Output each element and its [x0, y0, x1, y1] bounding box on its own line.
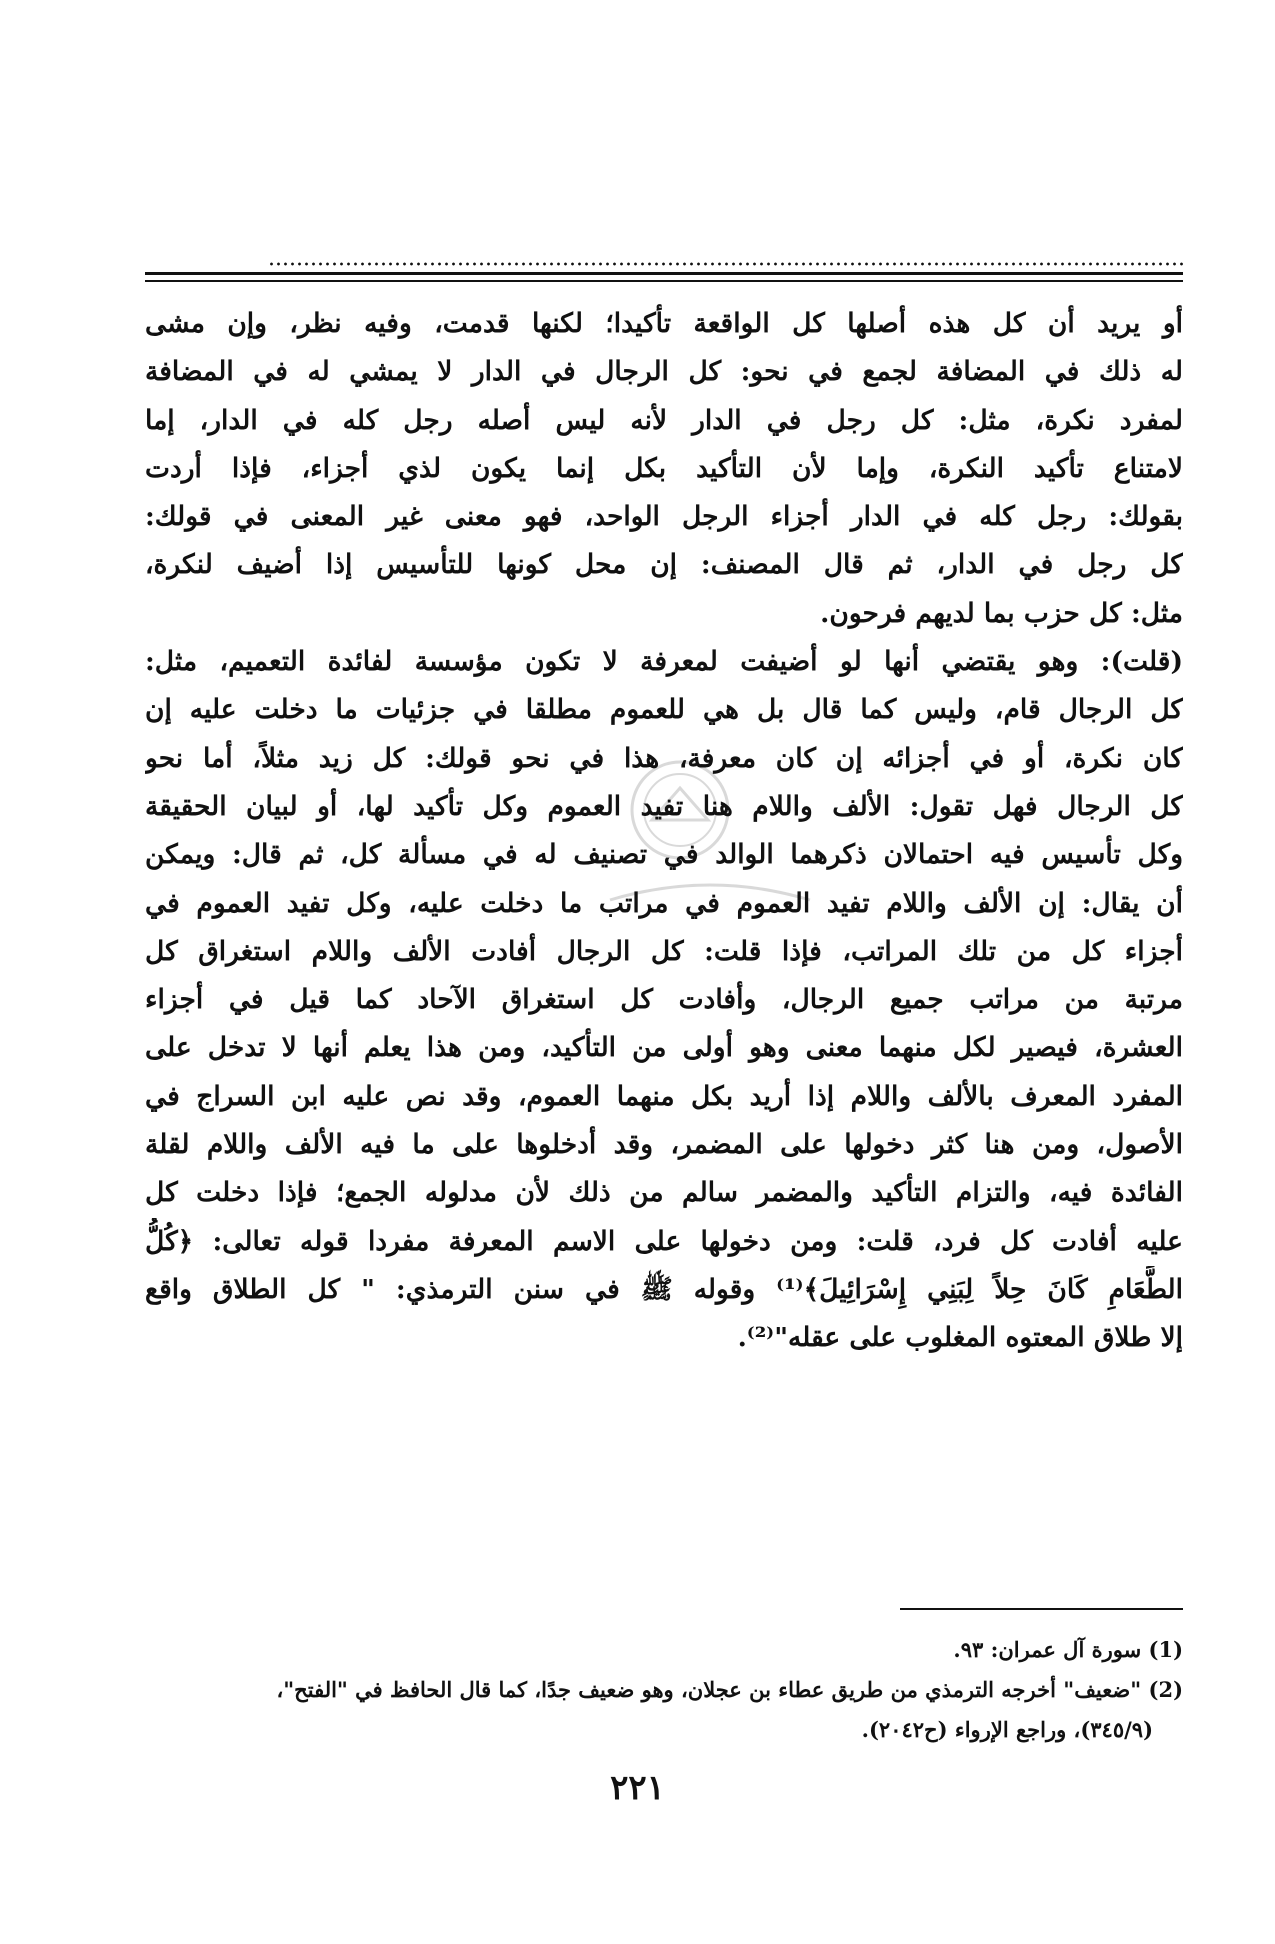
text-line: كل الرجال قام، وليس كما قال بل هي للعموم مطلقا في جزئيات ما دخلت عليه إن [145, 694, 1183, 726]
text-line: (قلت): وهو يقتضي أنها لو أضيفت لمعرفة لا تكون مؤسسة لفائدة التعميم، مثل: [145, 646, 1183, 678]
footnote-2: (2) "ضعيف" أخرجه الترمذي من طريق عطاء بن عجلان، وهو ضعيف جدًا، كما قال الحافظ في "الفتح"، [276, 1677, 1183, 1702]
text-line: الأصول، ومن هنا كثر دخولها على المضمر، وقد أدخلوها على ما فيه الألف واللام لقلة [145, 1129, 1183, 1161]
text-line: مثل: كل حزب بما لديهم فرحون. [820, 597, 1183, 629]
text-line: أو يريد أن كل هذه أصلها كل الواقعة تأكيدا؛ لكنها قدمت، وفيه نظر، وإن مشى [145, 308, 1183, 339]
footnote-2-continued: (٣٤٥/٩)، وراجع الإرواء (ح٢٠٤٢). [861, 1717, 1153, 1742]
text-line: عليه أفادت كل فرد، قلت: ومن دخولها على الاسم المعرفة مفردا قوله تعالى: ﴿كُلُّ [145, 1225, 1183, 1257]
text-line: المفرد المعرف بالألف واللام إذا أريد بكل منهما العموم، وقد نص عليه ابن السراج في [145, 1080, 1183, 1112]
text-line: الفائدة فيه، والتزام التأكيد والمضمر سالم من ذلك لأن مدلوله الجمع؛ فإذا دخلت كل [145, 1177, 1183, 1209]
text-line: أن يقال: إن الألف واللام تفيد العموم في مراتب ما دخلت عليه، وكل تفيد العموم في [145, 887, 1183, 919]
main-text [145, 300, 1183, 1363]
text-line: كل الرجال فهل تقول: الألف واللام هنا تفيد العموم وكل تأكيد لها، أو لبيان الحقيقة [145, 790, 1183, 822]
text-line: وكل تأسيس فيه احتمالان ذكرهما الوالد في تصنيف له في مسألة كل، ثم قال: ويمكن [145, 839, 1183, 871]
text-line: مرتبة من مراتب جميع الرجال، وأفادت كل استغراق الآحاد كما قيل في أجزاء [145, 984, 1183, 1016]
text-line: له ذلك في المضافة لجمع في نحو: كل الرجال في الدار لا يمشي له في المضافة [145, 356, 1183, 388]
text-line: كل رجل في الدار، ثم قال المصنف: إن محل كونها للتأسيس إذا أضيف لنكرة، [145, 549, 1183, 581]
page-number: ٢٢١ [610, 1768, 665, 1808]
footnotes [145, 1630, 1183, 1750]
text-line: إلا طلاق المعتوه المغلوب على عقله"⁽²⁾. [737, 1322, 1183, 1354]
text-line: كان نكرة، أو في أجزائه إن كان معرفة، هذا في نحو قولك: كل زيد مثلاً، أما نحو [145, 742, 1183, 774]
text-line: لمفرد نكرة، مثل: كل رجل في الدار لأنه ليس أصله رجل كله في الدار، إما [145, 404, 1183, 436]
text-line: لامتناع تأكيد النكرة، وإما لأن التأكيد بكل إنما يكون لذي أجزاء، فإذا أردت [145, 452, 1183, 484]
text-line: الطَّعَامِ كَانَ حِلاً لِبَنِي إِسْرَائِيلَ﴾⁽¹⁾ وقوله ﷺ في سنن الترمذي: " كل الطلاق واقع [145, 1273, 1183, 1305]
text-line: أجزاء كل من تلك المراتب، فإذا قلت: كل الرجال أفادت الألف واللام استغراق كل [145, 935, 1183, 967]
footnote-1: (1) سورة آل عمران: ٩٣. [953, 1637, 1183, 1662]
text-line: بقولك: رجل كله في الدار أجزاء الرجل الواحد، فهو معنى غير المعنى في قولك: [145, 501, 1183, 533]
footnote-separator [900, 1608, 1183, 1610]
header-dotted-rule [268, 261, 1183, 267]
header-rule-thick [145, 272, 1183, 275]
text-line: العشرة، فيصير لكل منهما معنى وهو أولى من التأكيد، ومن هذا يعلم أنها لا تدخل على [145, 1032, 1183, 1064]
header-rule-thin [145, 280, 1183, 282]
